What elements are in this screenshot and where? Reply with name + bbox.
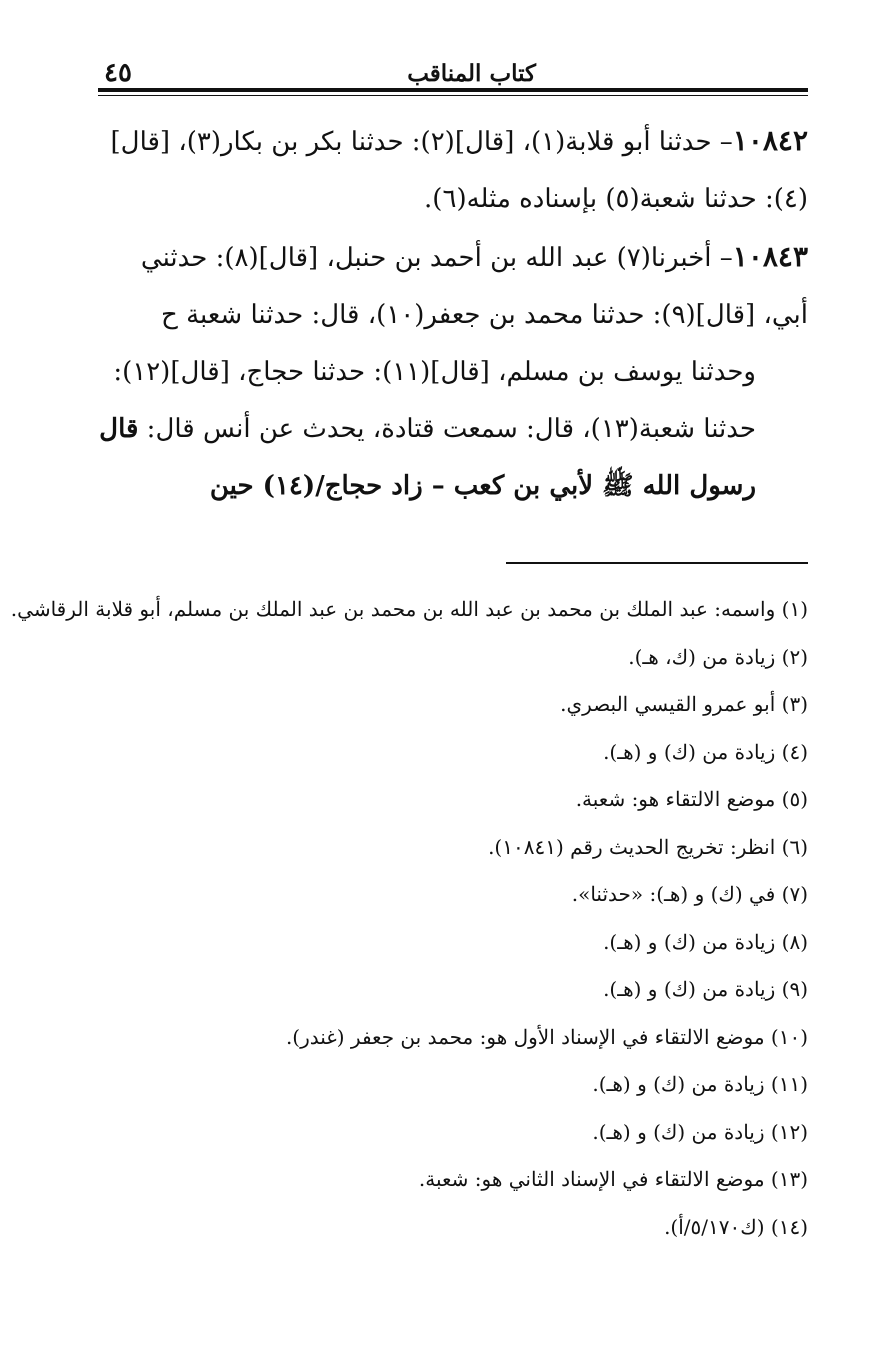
footnote: (٣) أبو عمرو القيسي البصري. — [560, 692, 808, 716]
footnote: (٧) في (ك) و (هـ): «حدثنا». — [571, 882, 808, 906]
footnote: (٨) زيادة من (ك) و (هـ). — [603, 929, 808, 954]
footnote: (١١) زيادة من (ك) و (هـ). — [592, 1072, 808, 1096]
footnote: (٢) زيادة من (ك، هـ). — [628, 644, 808, 669]
page-number: ٤٥ — [104, 58, 132, 88]
hadith-paragraph — [98, 112, 808, 228]
hadith-number: ١٠٨٤٢ — [732, 124, 808, 157]
footnote: (١٠) موضع الالتقاء في الإسناد الأول هو: محمد بن جعفر (غندر). — [285, 1024, 808, 1049]
footnote: (٦) انظر: تخريج الحديث رقم (١٠٨٤١). — [488, 834, 808, 859]
hadith-number: ١٠٨٤٣ — [732, 240, 808, 273]
footnote-separator — [506, 562, 808, 564]
footnotes — [10, 586, 808, 1251]
footnote: (١٤) (ك٥/١٧٠/أ). — [664, 1214, 808, 1239]
main-text — [98, 112, 808, 515]
hadith-matn-bold: قال رسول الله ﷺ لأبي بن كعب – زاد حجاج/(١٤) حين — [99, 414, 756, 501]
header-rule-thin — [98, 95, 808, 96]
hadith-paragraph — [98, 228, 808, 344]
footnote: (٩) زيادة من (ك) و (هـ). — [603, 977, 808, 1001]
hadith-text: وحدثنا يوسف بن مسلم، [قال](١١): حدثنا حجاج، [قال](١٢): حدثنا شعبة(١٣)، قال: سمعت قتادة، يحدث عن أنس قال: — [113, 357, 756, 444]
footnote: (١٣) موضع الالتقاء في الإسناد الثاني هو: شعبة. — [418, 1167, 808, 1191]
footnote: (٤) زيادة من (ك) و (هـ). — [603, 739, 808, 764]
footnote: (١) واسمه: عبد الملك بن محمد بن عبد الله بن محمد بن عبد الملك بن مسلم، أبو قلابة الرقاشي. — [10, 597, 808, 621]
hadith-text: – حدثنا أبو قلابة(١)، [قال](٢): حدثنا بكر بن بكار(٣)، [قال](٤): حدثنا شعبة(٥) بإسناده مثله(٦). — [110, 127, 808, 214]
header-rule-thick — [98, 88, 808, 92]
book-title: كتاب المناقب — [407, 60, 536, 87]
footnote: (٥) موضع الالتقاء هو: شعبة. — [575, 787, 808, 811]
hadith-paragraph — [98, 344, 808, 515]
hadith-text: – أخبرنا(٧) عبد الله بن أحمد بن حنبل، [قال](٨): حدثني أبي، [قال](٩): حدثنا محمد بن جعفر(١٠)، قال: حدثنا شعبة ح — [140, 243, 808, 330]
footnote: (١٢) زيادة من (ك) و (هـ). — [592, 1119, 808, 1144]
